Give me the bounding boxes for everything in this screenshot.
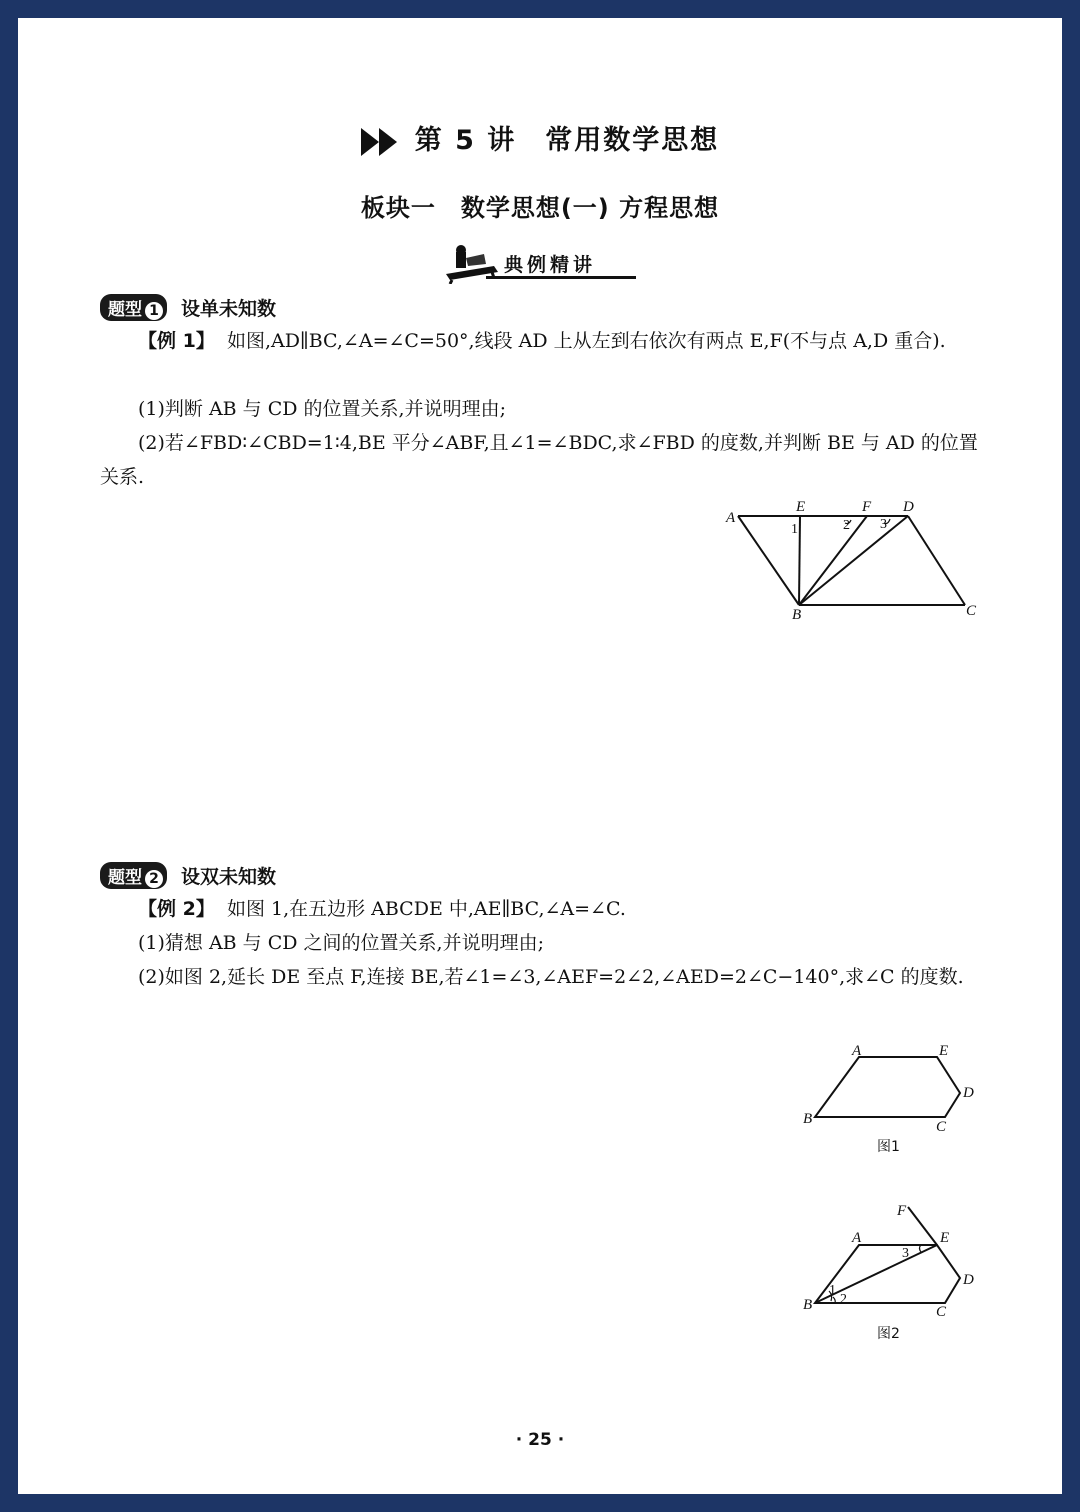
example-2-q2: (2)如图 2,延长 DE 至点 F,连接 BE,若∠1=∠3,∠AEF=2∠2,∠AED=2∠C−140°,求∠C 的度数. bbox=[138, 966, 964, 988]
fig1-angle-1: 1 bbox=[791, 522, 798, 537]
fig2b-angle-1: 1 bbox=[829, 1283, 836, 1298]
example-2-figure-1 bbox=[795, 1035, 985, 1160]
example-1-label: 【例 1】 bbox=[138, 330, 215, 352]
type-number-1: 1 bbox=[145, 302, 163, 320]
example-2-line1: 如图 1,在五边形 ABCDE 中,AE∥BC,∠A=∠C. bbox=[226, 898, 626, 920]
example-1-q2: (2)若∠FBD∶∠CBD=1∶4,BE 平分∠ABF,且∠1=∠BDC,求∠FBD 的度数,并判断 BE 与 AD 的位置关系. bbox=[100, 432, 978, 488]
fig2b-label-C: C bbox=[936, 1304, 947, 1320]
example-1-q1: (1)判断 AB 与 CD 的位置关系,并说明理由; bbox=[138, 398, 506, 420]
example-1-figure bbox=[720, 495, 990, 625]
example-2-figure-2 bbox=[795, 1195, 985, 1345]
example-2-text bbox=[100, 892, 980, 926]
fig2a-label-B: B bbox=[803, 1111, 813, 1127]
lecture-title-text: 第 5 讲 常用数学思想 bbox=[414, 125, 720, 156]
fig2b-label-F: F bbox=[897, 1203, 907, 1219]
fig1-label-B: B bbox=[792, 607, 802, 623]
fig1-label-A: A bbox=[726, 510, 736, 526]
fig1-label-E: E bbox=[796, 499, 806, 515]
question-type-1 bbox=[100, 294, 276, 321]
fig2a-label-E: E bbox=[939, 1043, 949, 1059]
fig2b-angle-2: 2 bbox=[840, 1292, 847, 1307]
type-name-2: 设双未知数 bbox=[181, 866, 277, 888]
type-number-2: 2 bbox=[145, 870, 163, 888]
fig2a-label-C: C bbox=[936, 1119, 947, 1135]
fig1-label-F: F bbox=[862, 499, 872, 515]
section-title: 板块一 数学思想(一) 方程思想 bbox=[360, 194, 720, 222]
type-name-1: 设单未知数 bbox=[181, 298, 277, 320]
lecture-title bbox=[0, 118, 1080, 157]
fig2a-caption: 图1 bbox=[877, 1139, 900, 1155]
type-badge-1: 题型 1 bbox=[100, 294, 167, 321]
fig2b-label-D: D bbox=[963, 1272, 974, 1288]
example-1-text bbox=[100, 324, 980, 358]
fig2b-label-B: B bbox=[803, 1297, 813, 1313]
fig2b-label-A: A bbox=[852, 1230, 862, 1246]
fig1-label-C: C bbox=[966, 603, 977, 619]
fig1-angle-2: 2 bbox=[843, 518, 850, 533]
example-2-q1: (1)猜想 AB 与 CD 之间的位置关系,并说明理由; bbox=[138, 932, 544, 954]
page-number: · 25 · bbox=[515, 1430, 565, 1450]
double-arrow-icon bbox=[361, 128, 401, 156]
fig1-angle-3: 3 bbox=[880, 517, 887, 532]
banner bbox=[440, 244, 640, 284]
question-type-2 bbox=[100, 862, 276, 889]
banner-underline bbox=[486, 276, 636, 279]
fig2b-angle-3: 3 bbox=[902, 1246, 909, 1261]
example-2-label: 【例 2】 bbox=[138, 898, 215, 920]
example-1-line1: 如图,AD∥BC,∠A=∠C=50°,线段 AD 上从左到右依次有两点 E,F(不与点 A,D 重合). bbox=[226, 330, 946, 352]
fig2b-label-E: E bbox=[940, 1230, 950, 1246]
fig1-label-D: D bbox=[903, 499, 914, 515]
banner-text: 典例精讲 bbox=[504, 254, 597, 276]
fig2a-label-A: A bbox=[852, 1043, 862, 1059]
fig2a-label-D: D bbox=[963, 1085, 974, 1101]
fig2b-caption: 图2 bbox=[877, 1326, 900, 1342]
type-badge-2: 题型 2 bbox=[100, 862, 167, 889]
